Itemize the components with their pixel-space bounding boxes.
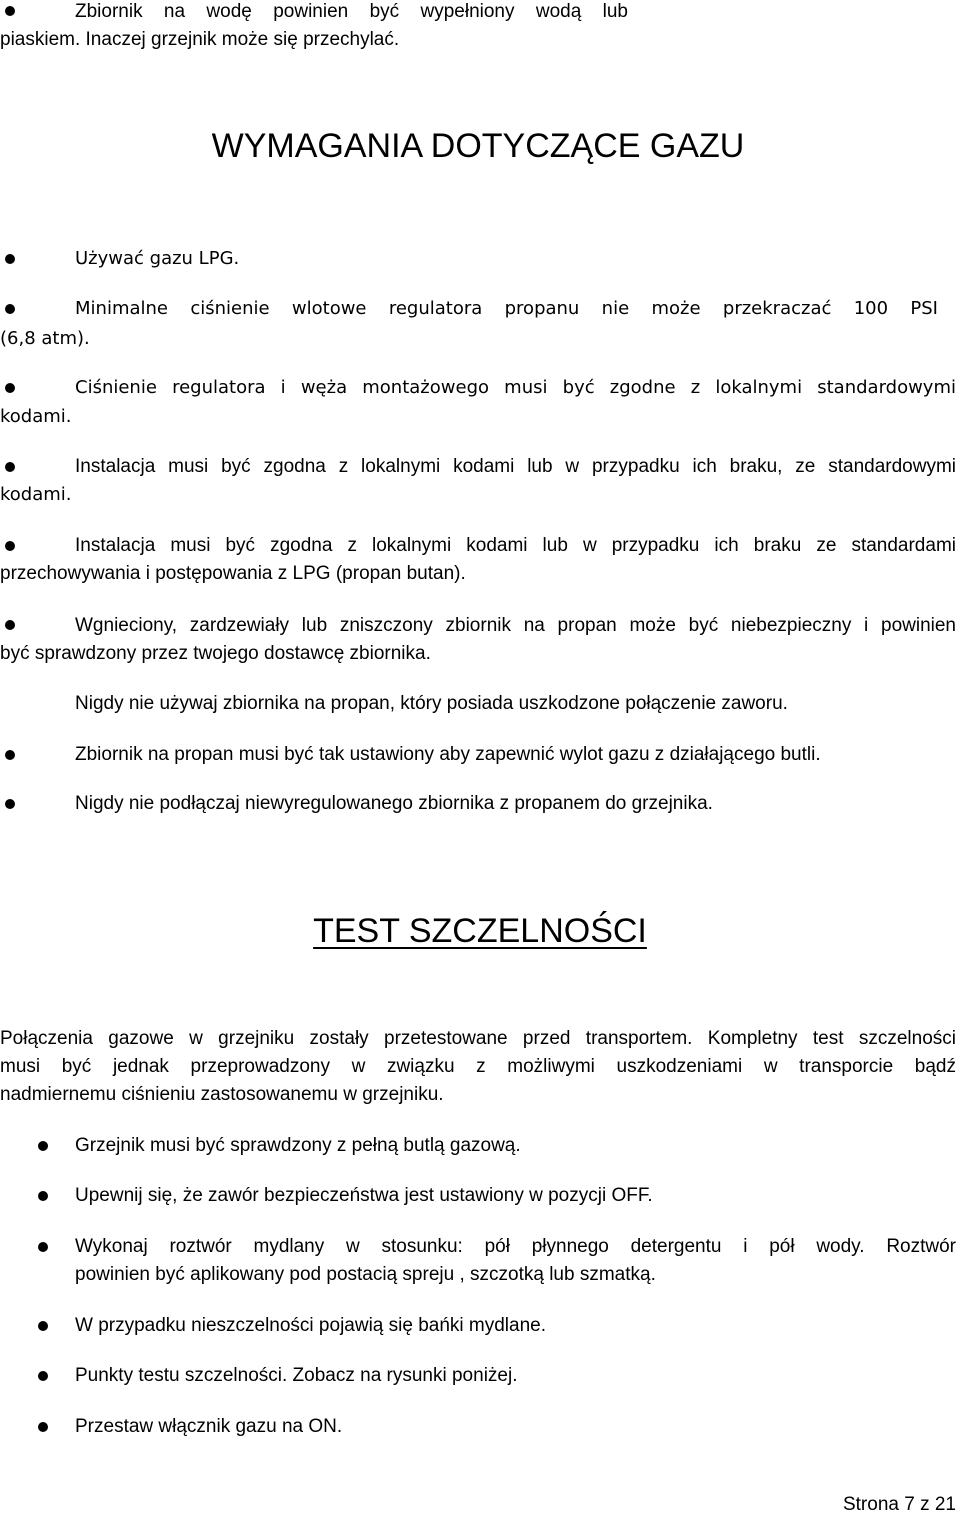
gas-item: Nigdy nie używaj zbiornika na propan, który posiada uszkodzone połączenie zaworu. bbox=[75, 693, 788, 714]
bullet-icon bbox=[5, 6, 15, 16]
leak-test-heading: TEST SZCZELNOŚCI bbox=[313, 912, 647, 950]
bullet-icon bbox=[38, 1321, 48, 1331]
gas-item: Używać gazu LPG. bbox=[75, 248, 240, 269]
top-text-line: Zbiornik na wodę powinien być wypełniony wodą lub bbox=[75, 1, 628, 22]
bullet-icon bbox=[5, 750, 15, 760]
gas-item: Instalacja musi być zgodna z lokalnymi kodami lub w przypadku ich braku, ze standardowymi bbox=[75, 456, 956, 477]
leak-paragraph-line: Połączenia gazowe w grzejniku zostały przetestowane przed transportem. Kompletny test szczelności bbox=[0, 1028, 956, 1049]
leak-item: Grzejnik musi być sprawdzony z pełną butlą gazową. bbox=[75, 1135, 521, 1156]
leak-item: Wykonaj roztwór mydlany w stosunku: pół płynnego detergentu i pół wody. Roztwór bbox=[75, 1236, 956, 1257]
gas-item: być sprawdzony przez twojego dostawcę zbiornika. bbox=[0, 643, 431, 664]
bullet-icon bbox=[38, 1191, 48, 1201]
page-number: Strona 7 z 21 bbox=[842, 1494, 956, 1515]
bullet-icon bbox=[5, 541, 15, 551]
bullet-icon bbox=[5, 383, 15, 393]
gas-item: Instalacja musi być zgodna z lokalnymi kodami lub w przypadku ich braku ze standardami bbox=[75, 535, 956, 556]
gas-item: kodami. bbox=[0, 406, 72, 427]
gas-item: Minimalne ciśnienie wlotowe regulatora propanu nie może przekraczać 100 PSI bbox=[75, 298, 938, 319]
bullet-icon bbox=[38, 1422, 48, 1432]
bullet-icon bbox=[5, 254, 15, 264]
leak-item: W przypadku nieszczelności pojawią się bańki mydlane. bbox=[75, 1315, 547, 1336]
bullet-icon bbox=[5, 462, 15, 472]
gas-item: przechowywania i postępowania z LPG (propan butan). bbox=[0, 563, 466, 584]
leak-item: powinien być aplikowany pod postacią spreju , szczotką lub szmatką. bbox=[75, 1264, 656, 1285]
gas-item: Ciśnienie regulatora i węża montażowego musi być zgodne z lokalnymi standardowymi bbox=[75, 377, 956, 398]
top-text-line: piaskiem. Inaczej grzejnik może się przechylać. bbox=[0, 29, 400, 50]
leak-item: Upewnij się, że zawór bezpieczeństwa jest ustawiony w pozycji OFF. bbox=[75, 1185, 653, 1206]
leak-item: Przestaw włącznik gazu na ON. bbox=[75, 1416, 343, 1437]
gas-requirements-heading: WYMAGANIA DOTYCZĄCE GAZU bbox=[211, 127, 745, 165]
bullet-icon bbox=[5, 799, 15, 809]
gas-item: Nigdy nie podłączaj niewyregulowanego zbiornika z propanem do grzejnika. bbox=[75, 793, 713, 814]
gas-item: Wgnieciony, zardzewiały lub zniszczony zbiornik na propan może być niebezpieczny i powinien bbox=[75, 615, 956, 636]
gas-item: (6,8 atm). bbox=[0, 328, 90, 349]
gas-item: Zbiornik na propan musi być tak ustawiony aby zapewnić wylot gazu z działającego butli. bbox=[75, 744, 821, 765]
bullet-icon bbox=[5, 304, 15, 314]
leak-item: Punkty testu szczelności. Zobacz na rysunki poniżej. bbox=[75, 1365, 518, 1386]
bullet-icon bbox=[38, 1371, 48, 1381]
leak-paragraph-line: musi być jednak przeprowadzony w związku z możliwymi uszkodzeniami w transporcie bądź bbox=[0, 1056, 956, 1077]
gas-item: kodami. bbox=[0, 484, 72, 505]
bullet-icon bbox=[5, 620, 15, 630]
leak-paragraph-line: nadmiernemu ciśnieniu zastosowanemu w grzejniku. bbox=[0, 1084, 444, 1105]
bullet-icon bbox=[38, 1242, 48, 1252]
bullet-icon bbox=[38, 1141, 48, 1151]
